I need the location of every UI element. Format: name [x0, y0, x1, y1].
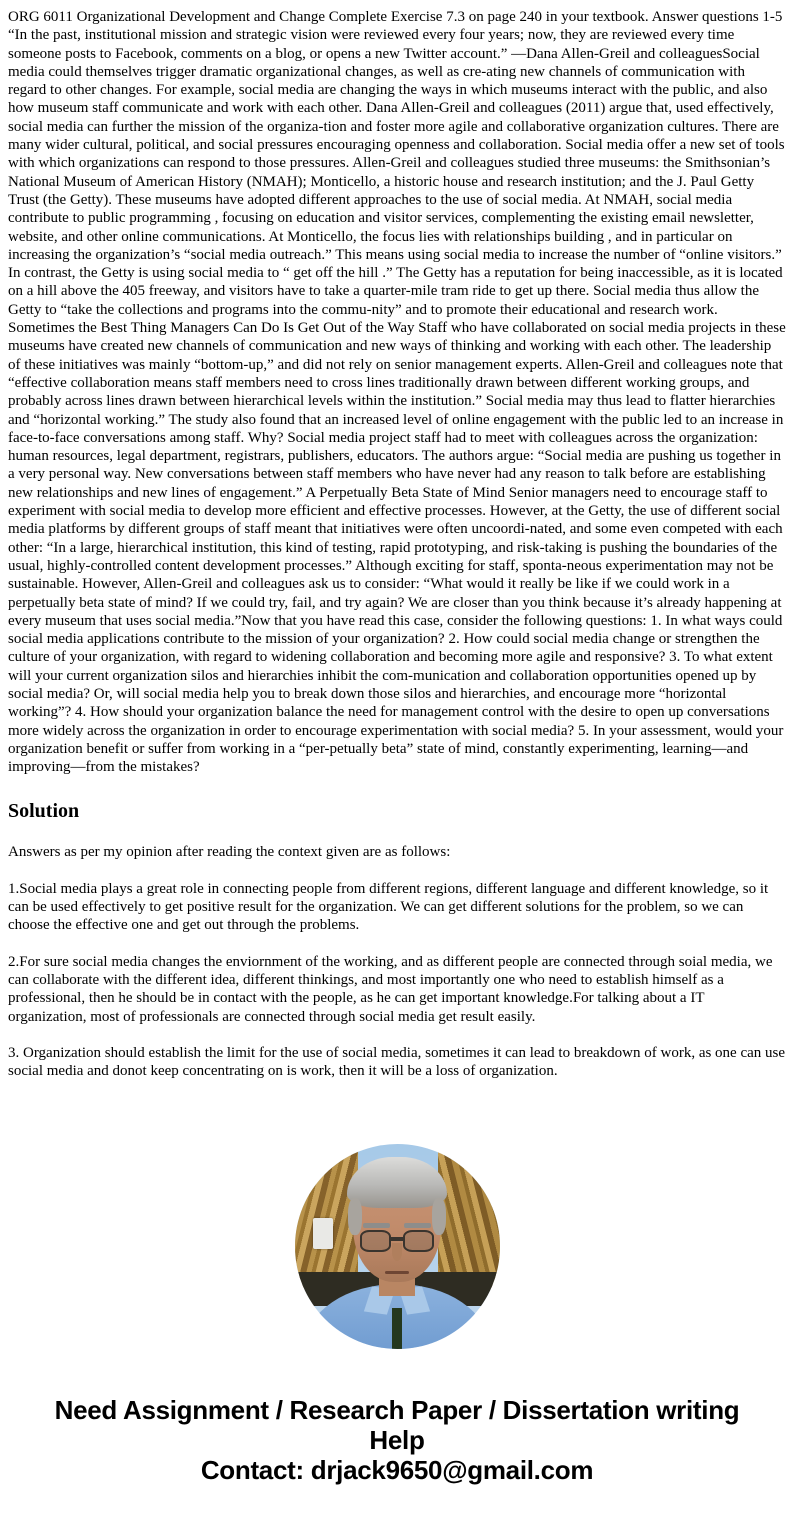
portrait-hair-side-left	[348, 1198, 362, 1235]
footer-heading: Need Assignment / Research Paper / Dissertation writing Help	[54, 1395, 740, 1456]
answer-2: 2.For sure social media changes the enviornment of the working, and as different people are connected through soial media, we can collaborate with the different idea, different thinkings, and most importantly one who need to establish himself as a professional, then he should be in contact with the people, as he can get important knowledge.For talking about a IT organization, most of professionals are connected through social media get result easily.	[8, 953, 773, 1025]
answer-3: 3. Organization should establish the limit for the use of social media, sometimes it can lead to breakdown of work, as one can use social media and donot keep concentrating on is work, then it will be a loss of organization.	[8, 1044, 786, 1080]
glasses-lens-right	[403, 1230, 434, 1253]
portrait-switch-plate	[313, 1218, 334, 1249]
portrait-mouth	[385, 1271, 410, 1275]
footer-block	[47, 1395, 747, 1485]
portrait-eyebrow-right	[404, 1223, 431, 1228]
case-study-text: ORG 6011 Organizational Development and Change Complete Exercise 7.3 on page 240 in your textbook. Answer questions 1-5 “In the past, institutional mission and strategic vision were reviewed every four years; now, they are reviewed every time someone posts to Facebook, comments on a blog, or opens a new Twitter account.” —Dana Allen-Greil and colleaguesSocial media could themselves trigger dramatic organizational changes, as well as cre-ating new channels of communication with regard to other changes. For example, social media are changing the ways in which museums interact with the public, and also how museum staff communicate and work with each other. Dana Allen-Greil and colleagues (2011) argue that, used effectively, social media can further the mission of the organiza-tion and foster more agile and collaborative organization cultures. There are many wider cultural, political, and social pressures encouraging openness and collaboration. Social media offer a new set of tools with which organizations can respond to those pressures. Allen-Greil and colleagues studied three museums: the Smithsonian’s National Museum of American History (NMAH); Monticello, a historic house and research institution; and the J. Paul Getty Trust (the Getty). These museums have adopted different approaches to the use of social media. At NMAH, social media contribute to public programming , focusing on education and visitor services, complementing the existing email newsletter, website, and other online communications. At Monticello, the focus lies with relationships building , and in particular on increasing the organization’s “social media outreach.” This means using social media to increase the number of “online visitors.” In contrast, the Getty is using social media to “ get off the hill .” The Getty has a reputation for being inaccessible, as it is located on a hill above the 405 freeway, and visitors have to take a quarter-mile tram ride to get up there. Social media thus allow the Getty to “take the collections and programs into the commu-nity” and to promote their educational and research work. Sometimes the Best Thing Managers Can Do Is Get Out of the Way Staff who have collaborated on social media projects in these museums have created new channels of communication and new ways of thinking and working with each other. The leadership of these initiatives was mainly “bottom-up,” and did not rely on senior management experts. Allen-Greil and colleagues note that “effective collaboration means staff members need to cross lines traditionally drawn between different working groups, and probably across lines drawn between hierarchical levels within the institution.” Social media may thus lead to flatter hierarchies and “horizontal working.” The study also found that an increased level of online engagement with the public led to an increase in face-to-face conversations among staff. Why? Social media project staff had to meet with colleagues across the organization: human resources, legal department, registrars, publishers, educators. The authors argue: “Social media are pushing us together in a very personal way. New conversations between staff members who have never had any reason to talk before are establishing new relationships and new lines of engagement.” A Perpetually Beta State of Mind Senior managers need to encourage staff to experiment with social media to develop more efficient and effective processes. However, at the Getty, the use of different social media platforms by different groups of staff meant that initiatives were often uncoordi-nated, and some even competed with each other: “In a large, hierarchical institution, this kind of testing, rapid prototyping, and risk-taking is pushing the boundaries of the usual, highly-controlled content development processes.” Although exciting for staff, sponta-neous experimentation may not be sustainable. However, Allen-Greil and colleagues ask us to consider: “What would it really be like if we could work in a perpetually beta state of mind? If we could try, fail, and try again? We are closer than you think because it’s already happening at every museum that uses social media.”Now that you have read this case, consider the following questions: 1. In what ways could social media applications contribute to the mission of your organization? 2. How could social media change or strengthen the culture of your organization, with regard to widening collaboration and becoming more agile and responsive? 3. To what extent will your current organization silos and hierarchies inhibit the com-munication and collaboration opportunities opened up by social media? Or, will social media help you to break down those silos and hierarchies, and encourage more “horizontal working”? 4. How should your organization balance the need for management control with the desire to open up conversations more widely across the organization in order to encourage experimentation with social media? 5. In your assessment, would your organization benefit or suffer from working in a “per-petually beta” state of mind, constantly experimenting, learning—and improving—from the mistakes?	[8, 9, 786, 776]
portrait-hair-side-right	[432, 1198, 446, 1235]
answers-intro: Answers as per my opinion after reading the context given are as follows:	[8, 844, 451, 861]
glasses-lens-left	[360, 1230, 391, 1253]
glasses-bridge	[390, 1237, 404, 1241]
tutor-portrait-photo	[295, 1144, 500, 1349]
solution-heading: Solution	[8, 800, 80, 823]
portrait-eyebrow-left	[363, 1223, 390, 1228]
answer-1: 1.Social media plays a great role in connecting people from different regions, different language and different knowledge, so it can be used effectively to get positive result for the organization. We can get different solutions for the problem, so we can choose the effective one and get out through the problems.	[8, 880, 769, 934]
footer-contact-email: Contact: drjack9650@gmail.com	[200, 1455, 594, 1486]
portrait-hair	[347, 1157, 447, 1208]
portrait-curtain-right	[438, 1144, 500, 1288]
portrait-tie	[392, 1308, 402, 1349]
